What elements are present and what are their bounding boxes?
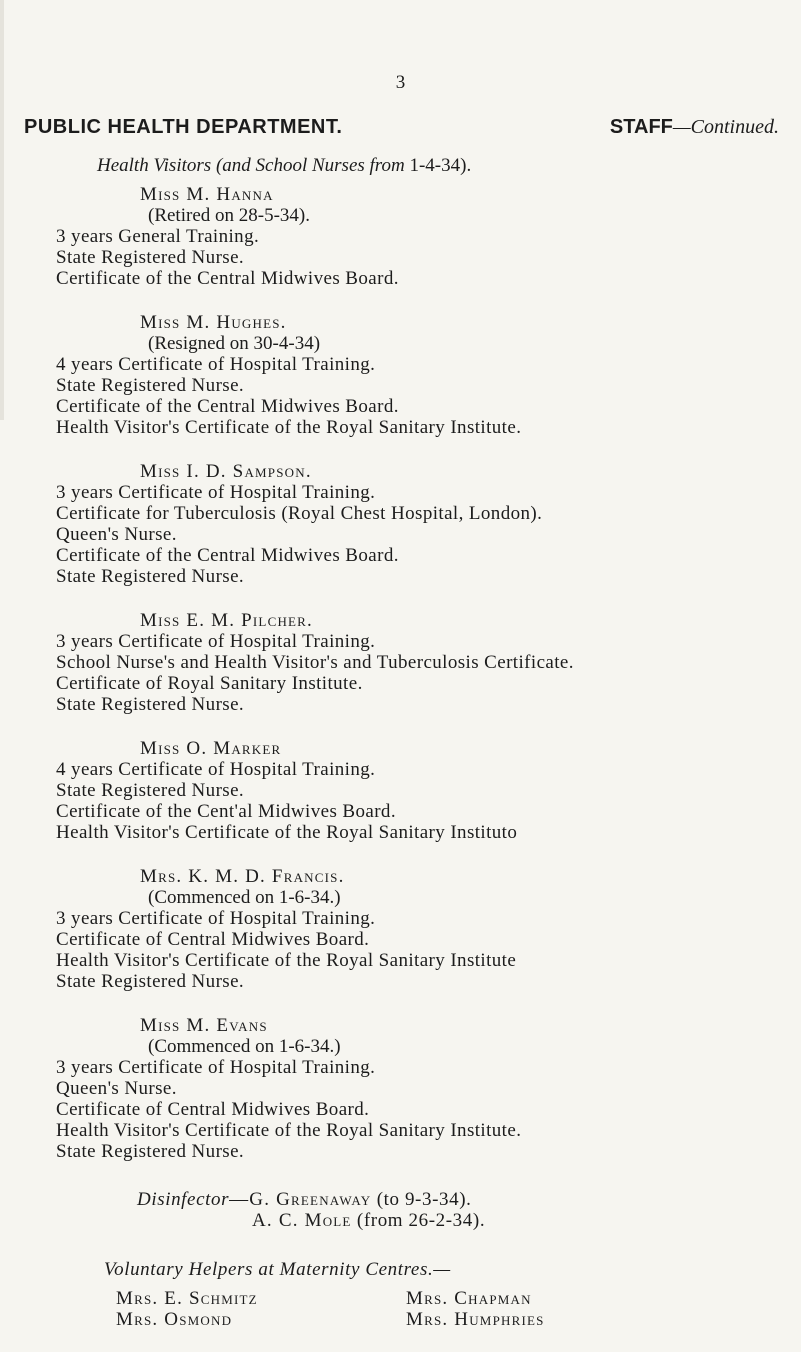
heading-part2: (and School Nurses from [215,155,405,176]
staff-name: Miss M. Evans [140,1015,268,1036]
helper-name: Mrs. Humphries [406,1309,545,1330]
qualification-line: 3 years Certificate of Hospital Training. [56,908,376,929]
staff-label: STAFF [609,116,673,138]
qualification-line: State Registered Nurse. [56,694,245,715]
qualification-line: Queen's Nurse. [56,524,177,545]
qualification-line: 4 years Certificate of Hospital Training. [56,354,376,375]
qualification-line: Certificate of Central Midwives Board. [56,1099,370,1120]
qualification-line: 4 years Certificate of Hospital Training. [56,759,376,780]
qualification-line: Queen's Nurse. [56,1078,177,1099]
document-body [56,155,796,1330]
qualification-line: Certificate of Royal Sanitary Institute. [56,673,363,694]
disinfector-row-2 [137,1210,796,1231]
qualification-line: Certificate of the Central Midwives Board. [56,268,399,289]
department-title: PUBLIC HEALTH DEPARTMENT. [24,116,343,138]
qualification-line: 3 years Certificate of Hospital Training. [56,631,376,652]
staff-entry [56,312,796,438]
helpers-block [56,1259,796,1330]
staff-entry [56,184,796,289]
staff-name: Miss I. D. Sampson. [140,461,312,482]
qualification-line: State Registered Nurse. [56,971,245,992]
disinfector-date-1: (to 9-3-34). [376,1189,472,1210]
staff-entry [56,866,796,992]
heading-part1: Health Visitors [97,155,212,176]
staff-list [56,184,796,1162]
heading-date: 1-4-34). [409,155,472,176]
qualification-line: Health Visitor's Certificate of the Royal Sanitary Institute. [56,417,522,438]
disinfector-block [56,1189,796,1231]
staff-name: Mrs. K. M. D. Francis. [140,866,345,887]
qualification-line: 3 years Certificate of Hospital Training. [56,482,376,503]
helper-name: Mrs. Osmond [116,1309,233,1330]
page-edge-shadow [0,0,4,420]
helpers-grid [104,1288,796,1330]
page-number: 3 [395,72,406,93]
disinfector-date-2: (from 26-2-34). [356,1210,486,1231]
staff-name: Miss M. Hughes. [140,312,287,333]
continued-label: —Continued. [672,116,779,138]
helper-name: Mrs. E. Schmitz [116,1288,258,1309]
staff-note: (Resigned on 30-4-34) [148,333,321,354]
disinfector-name-2: A. C. Mole [252,1210,352,1231]
qualification-line: Certificate of the Central Midwives Board. [56,545,399,566]
qualification-line: Health Visitor's Certificate of the Royal Sanitary Instituto [56,822,518,843]
staff-entry [56,610,796,715]
qualification-line: State Registered Nurse. [56,1141,245,1162]
qualification-line: School Nurse's and Health Visitor's and Tuberculosis Certificate. [56,652,574,673]
helpers-title: Voluntary Helpers at Maternity Centres.— [104,1259,451,1280]
staff-note: (Commenced on 1-6-34.) [148,887,341,908]
staff-entry [56,461,796,587]
qualification-line: Certificate of the Central Midwives Board. [56,396,399,417]
staff-entry [56,1015,796,1162]
qualification-line: Certificate of the Cent'al Midwives Board. [56,801,396,822]
staff-note: (Retired on 28-5-34). [148,205,310,226]
qualification-line: 3 years General Training. [56,226,260,247]
qualification-line: 3 years Certificate of Hospital Training. [56,1057,376,1078]
staff-entry [56,738,796,843]
qualification-line: State Registered Nurse. [56,566,245,587]
disinfector-row-1 [137,1189,796,1210]
disinfector-name-1: —G. Greenaway [229,1189,372,1210]
staff-name: Miss E. M. Pilcher. [140,610,313,631]
qualification-line: Health Visitor's Certificate of the Royal Sanitary Institute [56,950,517,971]
staff-name: Miss M. Hanna [140,184,274,205]
staff-note: (Commenced on 1-6-34.) [148,1036,341,1057]
disinfector-label: Disinfector [137,1189,230,1210]
qualification-line: Certificate for Tuberculosis (Royal Chest Hospital, London). [56,503,543,524]
qualification-line: State Registered Nurse. [56,780,245,801]
staff-name: Miss O. Marker [140,738,282,759]
section-label [610,116,779,139]
qualification-line: Certificate of Central Midwives Board. [56,929,370,950]
helper-name: Mrs. Chapman [406,1288,532,1309]
qualification-line: State Registered Nurse. [56,247,245,268]
qualification-line: Health Visitor's Certificate of the Royal Sanitary Institute. [56,1120,522,1141]
section-heading [56,155,796,176]
qualification-line: State Registered Nurse. [56,375,245,396]
page-header [24,116,779,139]
